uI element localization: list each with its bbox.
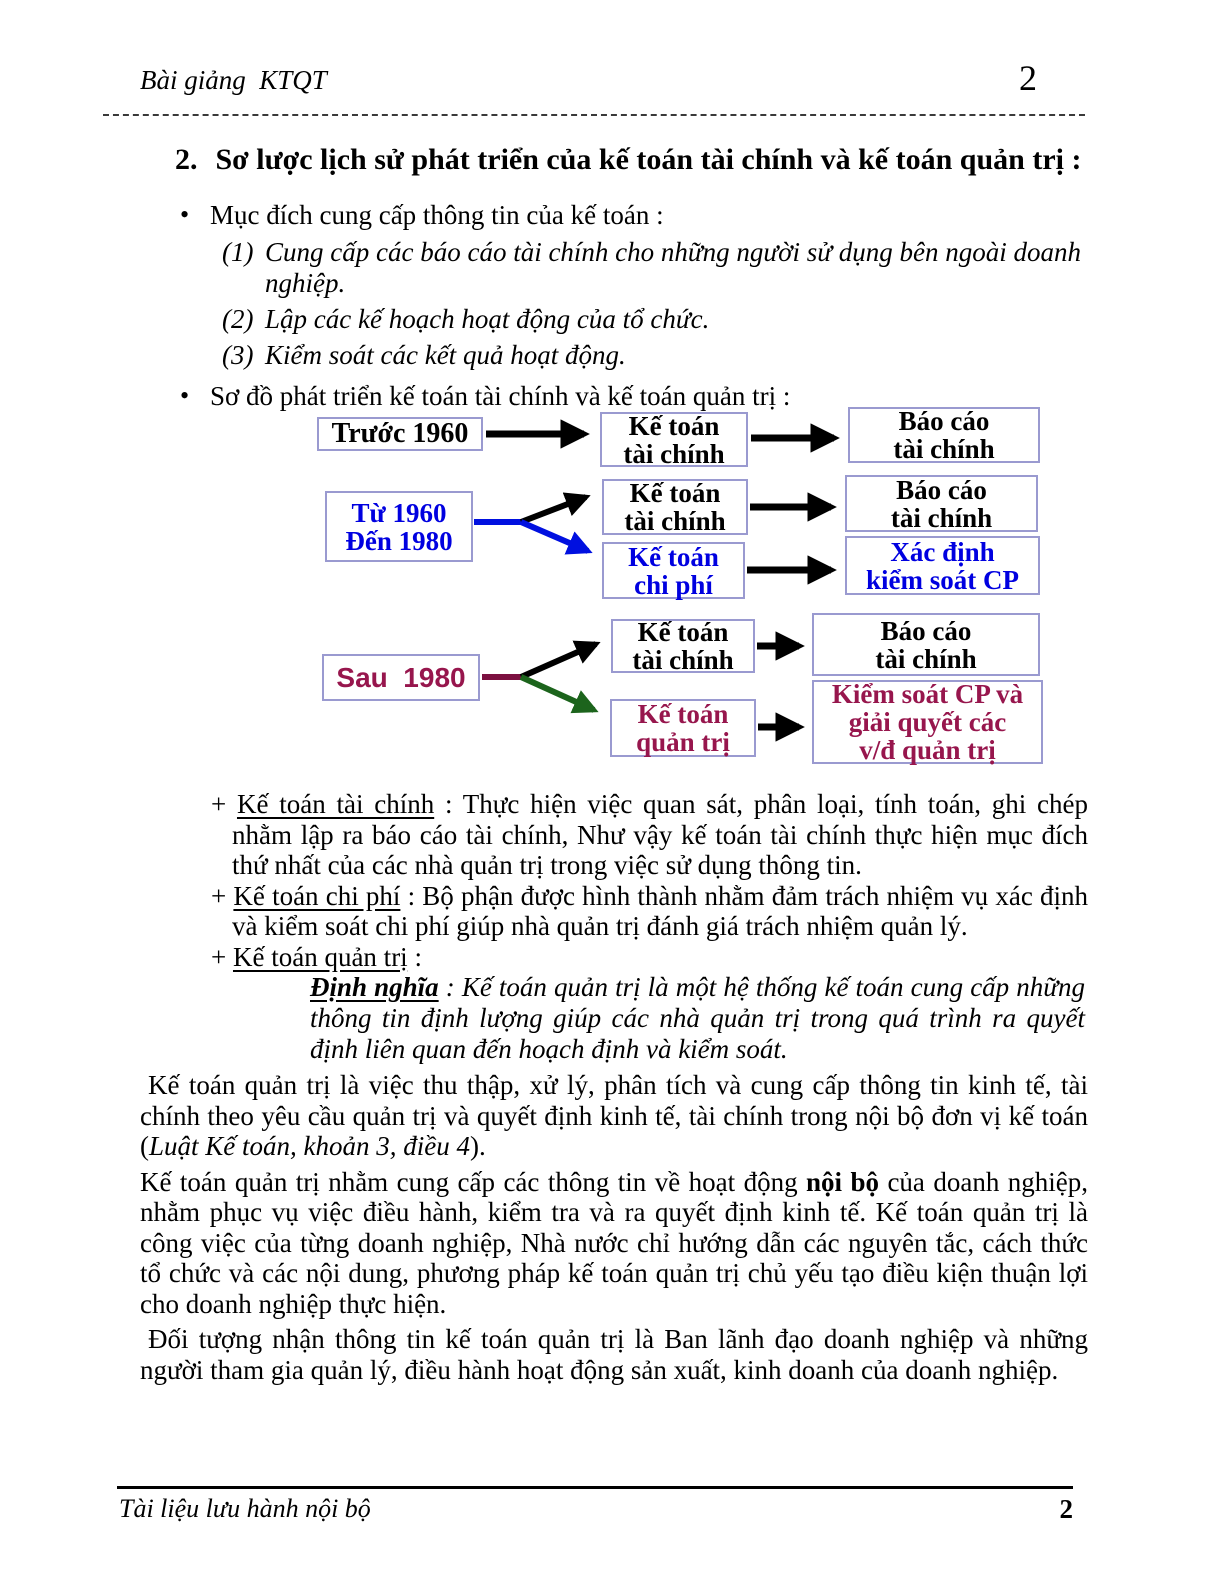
bullet-text: Sơ đồ phát triển kế toán tài chính và kế toán quản trị : xyxy=(210,381,791,411)
list-item-text: Cung cấp các báo cáo tài chính cho những người sử dụng bên ngoài doanh nghiệp. xyxy=(265,237,1081,298)
diagram-node-xac-dinh-kiem-soat-cp xyxy=(845,536,1040,595)
paragraph-text: Kế toán quản trị là việc thu thập, xử lý, phân tích và cung cấp thông tin kinh tế, tài chính theo yêu cầu quản trị và quyết định kinh tế, tài chính trong nội bộ đơn vị kế toán ( xyxy=(140,1070,1088,1161)
header-title: Bài giảng KTQT xyxy=(140,65,327,95)
paragraph-text: của doanh nghiệp, nhằm phục vụ việc điều hành, kiểm tra và ra quyết định kinh tế. Kế toán quản trị là công việc của từng doanh nghiệp, Nhà nước chỉ hướng dẫn các nguyên tắc, cách thức tổ chức và các nội dung, phương pháp kế toán quản trị chủ yếu tạo điều kiện thuận lợi cho doanh nghiệp thực hiện. xyxy=(140,1166,1089,1319)
node-label: tài chính xyxy=(623,438,725,469)
node-label: Trước 1960 xyxy=(331,418,469,449)
node-label: tài chính xyxy=(624,506,726,536)
bullet-icon: • xyxy=(180,381,190,410)
node-label: tài chính xyxy=(632,645,734,675)
list-item-text: Kiểm soát các kết quả hoạt động. xyxy=(265,340,626,370)
diagram-node-ke-toan-tai-chinh-3 xyxy=(611,619,755,673)
paragraph-text: : Bộ phận được hình thành nhằm đảm trách nhiệm vụ xác định và kiểm soát chi phí giúp nhà quản trị đánh giá trách nhiệm quản lý. xyxy=(232,880,1088,941)
bullet-icon: • xyxy=(180,200,190,229)
plus-marker: + xyxy=(211,941,233,972)
definition-label: Định nghĩa xyxy=(310,972,439,1002)
development-diagram xyxy=(0,400,1225,775)
bold-phrase: nội bộ xyxy=(806,1166,879,1197)
node-label: giải quyết các xyxy=(848,707,1007,737)
bullet-text: Mục đích cung cấp thông tin của kế toán : xyxy=(210,200,664,230)
diagram-node-kiem-soat-cp-va-giai-quyet xyxy=(812,680,1043,764)
list-item xyxy=(222,304,1088,335)
bullet-item xyxy=(140,198,1088,232)
definition-block xyxy=(310,972,1085,1065)
paragraph-doi-tuong xyxy=(140,1324,1088,1385)
node-label: tài chính xyxy=(890,502,993,533)
node-label: Xác định xyxy=(890,536,995,567)
node-label: tài chính xyxy=(893,434,995,464)
node-label: tài chính xyxy=(875,643,977,674)
paragraph-ke-toan-chi-phi xyxy=(140,881,1088,942)
node-label: quản trị xyxy=(636,727,730,757)
diagram-node-ke-toan-chi-phi xyxy=(602,542,745,599)
node-label: Kế toán xyxy=(629,478,721,508)
section-number: 2. xyxy=(175,143,198,176)
page-footer xyxy=(119,1494,1073,1525)
node-label: v/đ quản trị xyxy=(859,735,996,765)
term-underlined: Kế toán chi phí xyxy=(233,880,401,911)
diagram-node-ke-toan-tai-chinh-1 xyxy=(600,412,748,467)
node-label: Báo cáo xyxy=(896,474,987,505)
paragraph-text: : xyxy=(407,941,422,972)
paragraph-text: Kế toán quản trị nhằm cung cấp các thông tin về hoạt động xyxy=(140,1166,807,1197)
page-header xyxy=(140,60,1037,96)
node-label: Kế toán xyxy=(628,410,720,441)
list-item xyxy=(222,237,1088,299)
node-label: chi phí xyxy=(634,569,713,600)
list-item xyxy=(222,340,1088,371)
node-label: Báo cáo xyxy=(898,406,990,436)
diagram-node-bao-cao-tai-chinh-1 xyxy=(848,407,1040,463)
paragraph-law-definition xyxy=(140,1070,1088,1162)
diagram-node-truoc-1960 xyxy=(317,417,483,451)
diagram-node-ke-toan-quan-tri xyxy=(610,699,756,757)
paragraph-noi-bo xyxy=(140,1167,1088,1320)
diagram-node-sau-1980 xyxy=(322,654,480,701)
paragraph-ke-toan-tai-chinh xyxy=(140,789,1088,881)
node-label: Sau 1980 xyxy=(336,661,466,693)
section-heading xyxy=(175,143,1081,177)
term-underlined: Kế toán quản trị xyxy=(232,941,408,972)
node-label: kiểm soát CP xyxy=(866,564,1019,595)
list-item-text: Lập các kế hoạch hoạt động của tổ chức. xyxy=(265,304,710,334)
node-label: Kế toán xyxy=(628,541,719,572)
diagram-node-tu-1960-den-1980 xyxy=(325,491,473,562)
citation-text: Luật Kế toán, khoản 3, điều 4 xyxy=(149,1131,470,1161)
diagram-node-bao-cao-tai-chinh-3 xyxy=(812,613,1040,676)
list-item-number: (3) xyxy=(222,340,254,370)
diagram-node-bao-cao-tai-chinh-2 xyxy=(845,475,1038,532)
body-text xyxy=(140,789,1088,1385)
header-dashed-rule xyxy=(103,114,1085,116)
footer-text: Tài liệu lưu hành nội bộ xyxy=(119,1494,371,1523)
plus-marker: + xyxy=(211,789,237,819)
plus-marker: + xyxy=(211,880,234,911)
node-label: Báo cáo xyxy=(880,615,972,646)
paragraph-text: ). xyxy=(469,1131,486,1161)
paragraph-text: Đối tượng nhận thông tin kế toán quản trị là Ban lãnh đạo doanh nghiệp và những người tham gia quản lý, điều hành hoạt động sản xuất, kinh doanh của doanh nghiệp. xyxy=(140,1324,1088,1385)
node-label: Từ 1960 xyxy=(351,497,447,528)
paragraph-text: : Thực hiện việc quan sát, phân loại, tính toán, ghi chép nhằm lập ra báo cáo tài chính, Như vậy kế toán tài chính thực hiện mục đích thứ nhất của các nhà quản trị trong việc sử dụng thông tin. xyxy=(232,789,1088,880)
node-label: Đến 1980 xyxy=(345,525,453,556)
node-label: Kiểm soát CP và xyxy=(831,679,1024,709)
node-label: Kế toán xyxy=(637,617,729,647)
definition-text: : Kế toán quản trị là một hệ thống kế toán cung cấp những thông tin định lượng giúp các nhà quản trị trong quá trình ra quyết định liên quan đến hoạch định và kiểm soát. xyxy=(310,972,1085,1064)
paragraph-ke-toan-quan-tri xyxy=(140,942,1088,973)
footer-rule xyxy=(117,1486,1073,1489)
header-page-number: 2 xyxy=(1019,58,1037,98)
diagram-node-ke-toan-tai-chinh-2 xyxy=(602,479,748,535)
footer-page-number: 2 xyxy=(1059,1494,1073,1524)
node-label: Kế toán xyxy=(637,699,729,729)
term-underlined: Kế toán tài chính xyxy=(236,789,435,819)
list-item-number: (1) xyxy=(222,237,254,267)
section-title: Sơ lược lịch sử phát triển của kế toán tài chính và kế toán quản trị : xyxy=(215,143,1082,176)
list-item-number: (2) xyxy=(222,304,254,334)
bullet-list xyxy=(140,198,1088,413)
